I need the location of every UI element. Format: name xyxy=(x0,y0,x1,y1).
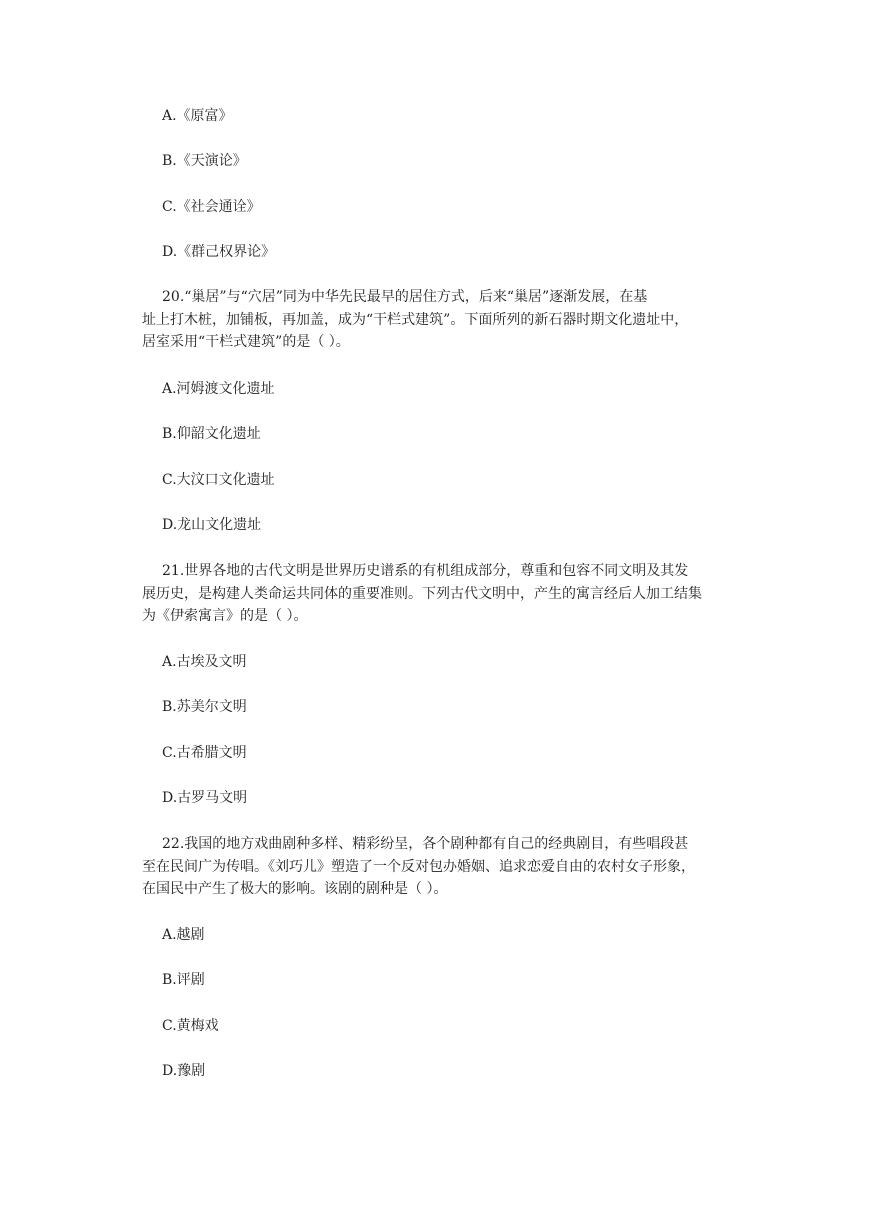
question-22-stem xyxy=(142,833,742,901)
question-21-option-b: B.苏美尔文明 xyxy=(162,699,247,715)
option-c: C.《社会通诠》 xyxy=(162,199,261,215)
question-20-option-c: C.大汶口文化遗址 xyxy=(162,472,275,488)
question-22-option-c: C.黄梅戏 xyxy=(162,1018,219,1034)
question-22-option-b: B.评剧 xyxy=(162,972,205,988)
question-22-option-d: D.豫剧 xyxy=(162,1063,206,1079)
option-b: B.《天演论》 xyxy=(162,153,247,169)
question-22-line-2: 至在民间广为传唱。《刘巧儿》塑造了一个反对包办婚姻、追求恋爱自由的农村女子形象， xyxy=(142,858,695,875)
question-21-line-2: 展历史，是构建人类命运共同体的重要准则。下列古代文明中，产生的寓言经后人加工结集 xyxy=(142,585,702,602)
question-20-line-2: 址上打木桩，加铺板，再加盖，成为“干栏式建筑”。下面所列的新石器时期文化遗址中， xyxy=(142,311,689,328)
question-21-line-1: 21.世界各地的古代文明是世界历史谱系的有机组成部分，尊重和包容不同文明及其发 xyxy=(162,563,689,579)
question-21-line-3: 为《伊索寓言》的是（ ）。 xyxy=(142,608,308,624)
question-21-option-d: D.古罗马文明 xyxy=(162,790,248,806)
question-20-stem xyxy=(142,286,742,354)
option-a: A.《原富》 xyxy=(162,108,233,124)
question-21-stem xyxy=(142,560,742,628)
question-20-line-1: 20.“巢居”与“穴居”同为中华先民最早的居住方式，后来“巢居”逐渐发展，在基 xyxy=(162,289,648,305)
option-d: D.《群己权界论》 xyxy=(162,244,276,260)
question-22-line-1: 22.我国的地方戏曲剧种多样、精彩纷呈，各个剧种都有自己的经典剧目，有些唱段甚 xyxy=(162,836,689,852)
question-20-option-a: A.河姆渡文化遗址 xyxy=(162,381,275,397)
question-20-option-d: D.龙山文化遗址 xyxy=(162,517,262,533)
question-20-line-3: 居室采用“干栏式建筑”的是（ ）。 xyxy=(142,334,350,350)
question-21-option-a: A.古埃及文明 xyxy=(162,654,247,670)
question-22-option-a: A.越剧 xyxy=(162,927,205,943)
question-21-option-c: C.古希腊文明 xyxy=(162,745,247,761)
question-20-option-b: B.仰韶文化遗址 xyxy=(162,426,261,442)
question-22-line-3: 在国民中产生了极大的影响。该剧的剧种是（ ）。 xyxy=(142,881,448,897)
